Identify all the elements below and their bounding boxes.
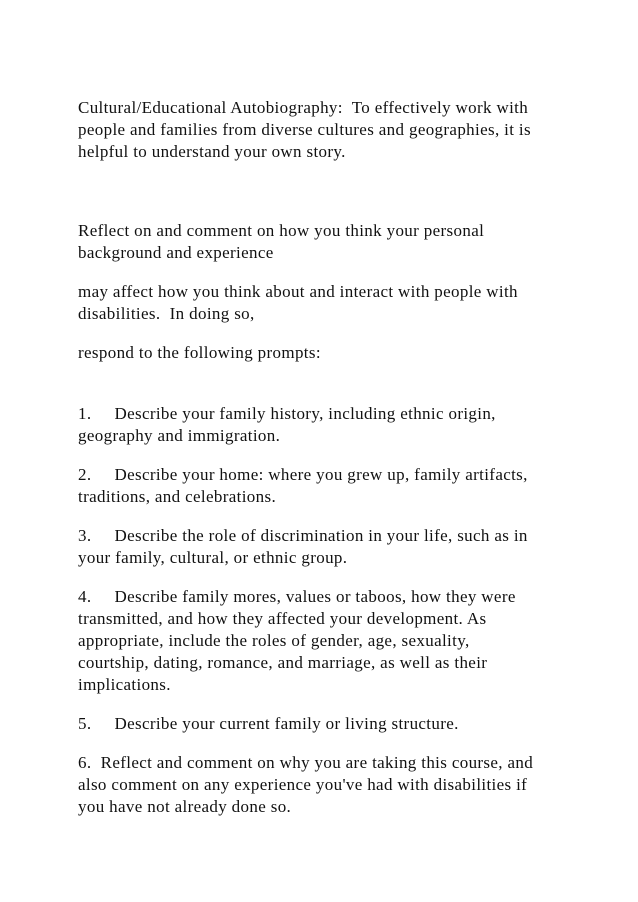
prompt-line: 2. Describe your home: where you grew up, family artifacts, [78, 465, 528, 484]
prompt-line: 1. Describe your family history, including ethnic origin, [78, 404, 496, 423]
prompt-line: you have not already done so. [78, 797, 292, 816]
prompt-line: also comment on any experience you've had with disabilities if [78, 775, 528, 794]
prompt-line: 5. Describe your current family or living structure. [78, 714, 459, 733]
reflect-line: respond to the following prompts: [78, 343, 321, 362]
prompt-line: appropriate, include the roles of gender, age, sexuality, [78, 631, 470, 650]
reflect-line: may affect how you think about and interact with people with [78, 282, 518, 301]
prompt-line: geography and immigration. [78, 426, 281, 445]
intro-line: helpful to understand your own story. [78, 142, 346, 161]
prompt-line: 4. Describe family mores, values or taboos, how they were [78, 587, 516, 606]
intro-line: people and families from diverse cultures and geographies, it is [78, 120, 531, 139]
prompt-line: implications. [78, 675, 171, 694]
prompt-line: 6. Reflect and comment on why you are taking this course, and [78, 753, 534, 772]
reflect-line: disabilities. In doing so, [78, 304, 255, 323]
prompt-line: transmitted, and how they affected your development. As [78, 609, 487, 628]
intro-line: Cultural/Educational Autobiography: To effectively work with [78, 98, 529, 117]
prompt-line: 3. Describe the role of discrimination in your life, such as in [78, 526, 528, 545]
prompt-line: your family, cultural, or ethnic group. [78, 548, 348, 567]
reflect-line: Reflect on and comment on how you think your personal [78, 221, 485, 240]
prompt-line: courtship, dating, romance, and marriage, as well as their [78, 653, 488, 672]
prompt-line: traditions, and celebrations. [78, 487, 277, 506]
reflect-line: background and experience [78, 243, 274, 262]
